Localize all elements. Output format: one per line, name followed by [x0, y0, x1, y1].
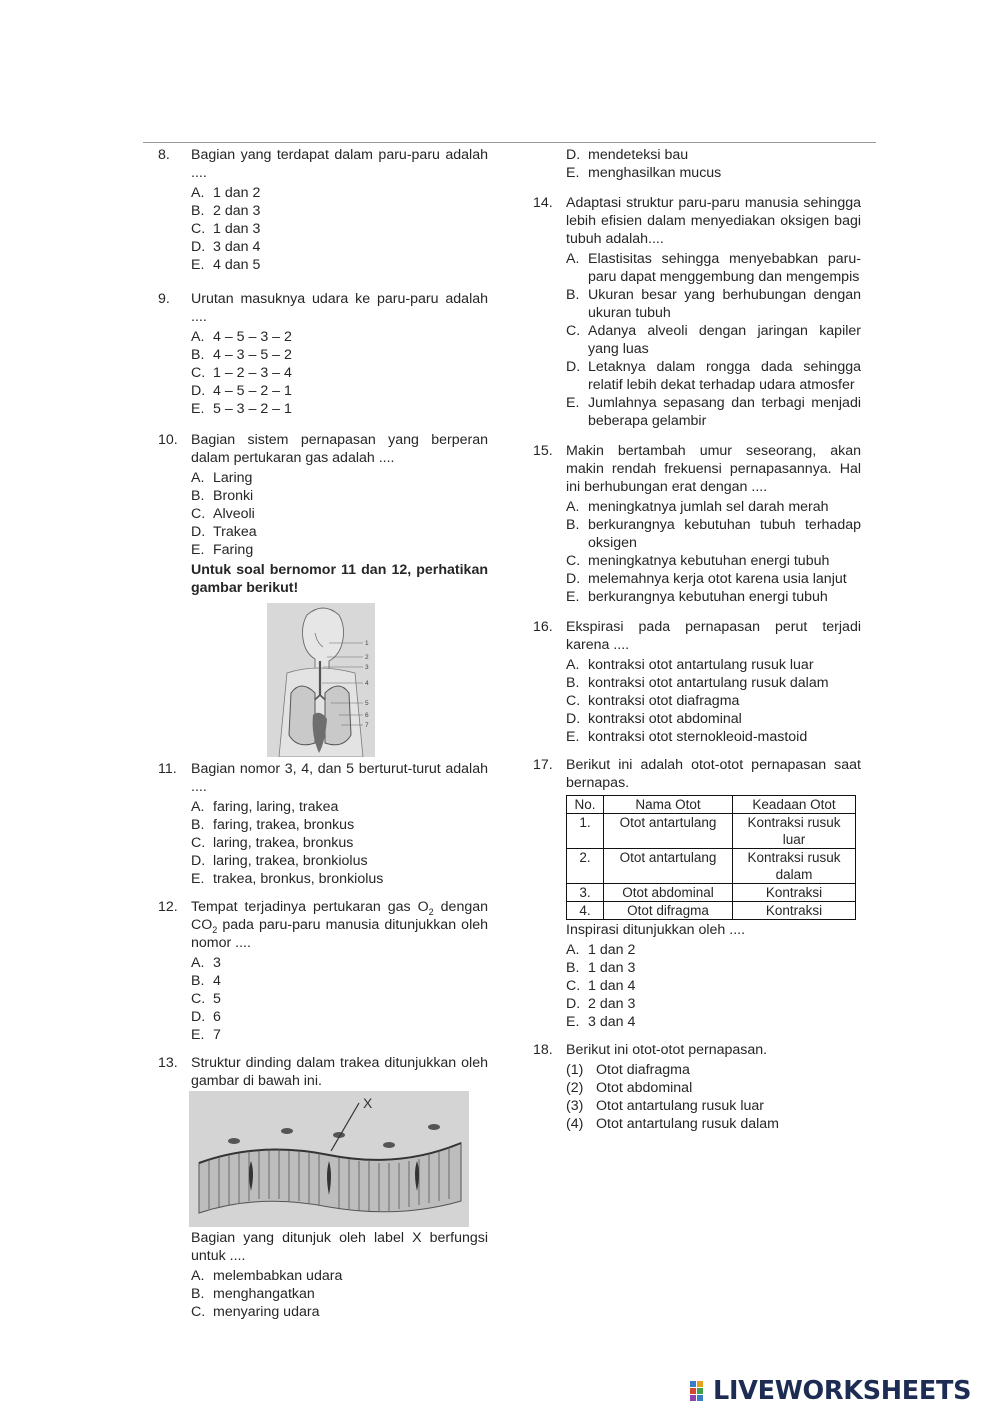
option-letter: C. [566, 693, 581, 709]
option-text: Otot diafragma [596, 1062, 690, 1078]
option-text: 5 – 3 – 2 – 1 [213, 401, 292, 417]
table-cell: Kontraksi [733, 884, 856, 902]
option-letter: A. [566, 657, 580, 673]
option-letter: C. [566, 323, 581, 339]
table-cell: 3. [567, 884, 604, 902]
question-stem: Ekspirasi pada pernapasan perut terjadi karena .... [566, 619, 861, 653]
question-stem: Tempat terjadinya pertukaran gas $O_2$ dengan $CO_2$ pada paru-paru manusia ditunjukkan oleh nomor .... [191, 899, 488, 951]
question-number: 11. [158, 761, 177, 777]
question-stem: Makin bertambah umur seseorang, akan makin rendah frekuensi pernapasannya. Hal ini berhubungan erat dengan .... [566, 443, 861, 495]
table-cell: Kontraksi [733, 902, 856, 920]
option-text: kontraksi otot abdominal [588, 711, 742, 727]
option-letter: E. [191, 542, 205, 558]
option-text: Bronki [213, 488, 254, 504]
option-text: berkurangnya kebutuhan energi tubuh [588, 589, 828, 605]
question-number: 9. [158, 291, 170, 307]
option-text: 5 [213, 991, 221, 1007]
answer-option [566, 250, 861, 286]
answer-option [191, 184, 488, 202]
option-text: laring, trakea, bronkiolus [213, 853, 368, 869]
question-stem: Adaptasi struktur paru-paru manusia sehingga lebih efisien dalam menyediakan oksigen bagi tubuh adalah.... [566, 195, 861, 247]
answer-option [566, 692, 861, 710]
option-text: menghasilkan mucus [588, 165, 722, 181]
option-text: Otot antartulang rusuk luar [596, 1098, 764, 1114]
option-list [191, 328, 488, 418]
table-cell: Kontraksi rusuk dalam [733, 849, 856, 884]
logo-icon [690, 1379, 710, 1403]
option-text: menyaring udara [213, 1304, 320, 1320]
option-text: 2 dan 3 [213, 203, 261, 219]
option-letter: C. [566, 978, 581, 994]
option-letter: A. [191, 329, 205, 345]
table-row [567, 814, 856, 849]
respiratory-system-figure [267, 603, 375, 757]
option-letter: C. [191, 221, 206, 237]
answer-option [191, 487, 488, 505]
answer-option [191, 364, 488, 382]
answer-option [566, 146, 861, 164]
table-cell: Otot difragma [604, 902, 733, 920]
option-text: melembabkan udara [213, 1268, 343, 1284]
question-12 [158, 898, 488, 1044]
answer-option [191, 990, 488, 1008]
option-text: Alveoli [213, 506, 255, 522]
question-number: 13. [158, 1055, 178, 1071]
figure-label: 7 [365, 722, 369, 729]
answer-option [191, 238, 488, 256]
question-10 [158, 431, 488, 757]
option-letter: D. [566, 359, 581, 375]
option-text: Jumlahnya sepasang dan terbagi menjadi beberapa gelambir [588, 395, 861, 429]
option-list [566, 941, 861, 1031]
option-letter: E. [566, 729, 580, 745]
option-text: Laring [213, 470, 253, 486]
option-letter: B. [566, 517, 580, 533]
option-letter: D. [566, 711, 581, 727]
answer-option [566, 995, 861, 1013]
option-text: Ukuran besar yang berhubungan dengan ukuran tubuh [588, 287, 861, 321]
option-text: Otot antartulang rusuk dalam [596, 1116, 779, 1132]
answer-option [191, 798, 488, 816]
option-text: trakea, bronkus, bronkiolus [213, 871, 384, 887]
option-letter: A. [191, 470, 205, 486]
right-column [533, 146, 861, 1133]
figure-label: 4 [365, 680, 369, 687]
liveworksheets-logo[interactable] [690, 1374, 971, 1408]
option-text: Letaknya dalam rongga dada sehingga relatif lebih dekat terhadap udara atmosfer [588, 359, 861, 393]
answer-option [566, 394, 861, 430]
answer-option [191, 505, 488, 523]
option-letter: E. [566, 1014, 580, 1030]
question-8 [158, 146, 488, 274]
answer-option [191, 1267, 488, 1285]
figure-label-group [365, 640, 369, 729]
option-letter: B. [191, 973, 205, 989]
option-letter: A. [191, 1268, 205, 1284]
answer-option [191, 1026, 488, 1044]
answer-option [566, 710, 861, 728]
option-letter: (1) [566, 1062, 584, 1078]
option-list [191, 184, 488, 274]
answer-option [566, 516, 861, 552]
answer-option [566, 728, 861, 746]
option-text: melemahnya kerja otot karena usia lanjut [588, 571, 847, 587]
option-text: 3 [213, 955, 221, 971]
option-letter: E. [191, 257, 205, 273]
answer-option [191, 972, 488, 990]
option-list [191, 954, 488, 1044]
question-stem: Berikut ini adalah otot-otot pernapasan saat bernapas. [566, 757, 861, 791]
table-cell: Kontraksi rusuk luar [733, 814, 856, 849]
option-letter: D. [191, 1009, 206, 1025]
option-text: 4 – 3 – 5 – 2 [213, 347, 292, 363]
question-number: 15. [533, 443, 553, 459]
answer-option [191, 523, 488, 541]
option-text: 4 dan 5 [213, 257, 261, 273]
option-text: 1 dan 2 [588, 942, 636, 958]
option-letter: A. [566, 251, 580, 267]
option-letter: A. [191, 955, 205, 971]
question-stem: Bagian nomor 3, 4, dan 5 berturut-turut adalah .... [191, 761, 488, 795]
table-body [567, 814, 856, 920]
answer-option [566, 941, 861, 959]
muscle-table [566, 795, 856, 920]
answer-option [566, 959, 861, 977]
option-text: 2 dan 3 [588, 996, 636, 1012]
option-text: 6 [213, 1009, 221, 1025]
option-letter: D. [191, 524, 206, 540]
question-number: 17. [533, 757, 553, 773]
option-letter: A. [191, 185, 205, 201]
answer-option [566, 570, 861, 588]
option-letter: A. [566, 499, 580, 515]
question-stem: Bagian sistem pernapasan yang berperan dalam pertukaran gas adalah .... [191, 432, 488, 466]
answer-option [191, 1285, 488, 1303]
option-letter: A. [191, 799, 205, 815]
option-text: 1 dan 2 [213, 185, 261, 201]
answer-option [566, 1079, 861, 1097]
brand-name: LIVEWORKSHEETS [713, 1376, 972, 1406]
option-letter: C. [566, 553, 581, 569]
option-letter: D. [566, 996, 581, 1012]
option-text: faring, laring, trakea [213, 799, 339, 815]
option-text: 4 [213, 973, 221, 989]
figure-label: 2 [365, 654, 369, 661]
answer-option [191, 834, 488, 852]
option-letter: E. [566, 589, 580, 605]
option-text: kontraksi otot antartulang rusuk luar [588, 657, 814, 673]
answer-option [566, 164, 861, 182]
option-text: 1 – 2 – 3 – 4 [213, 365, 292, 381]
option-text: meningkatnya jumlah sel darah merah [588, 499, 829, 515]
table-row [567, 902, 856, 920]
answer-option [191, 541, 488, 559]
answer-option [191, 202, 488, 220]
option-letter: C. [191, 365, 206, 381]
option-list [191, 1267, 488, 1321]
option-text: 3 dan 4 [213, 239, 261, 255]
option-text: laring, trakea, bronkus [213, 835, 354, 851]
answer-option [191, 256, 488, 274]
option-list [191, 469, 488, 559]
option-text: Otot abdominal [596, 1080, 693, 1096]
question-stem: Bagian yang terdapat dalam paru-paru adalah .... [191, 147, 488, 181]
question-number: 8. [158, 147, 170, 163]
option-letter: D. [566, 571, 581, 587]
figure-instruction: Untuk soal bernomor 11 dan 12, perhatikan gambar berikut! [191, 562, 488, 596]
answer-option [566, 977, 861, 995]
answer-option [566, 674, 861, 692]
question-13-continued [533, 146, 861, 182]
option-letter: B. [191, 347, 205, 363]
left-column [158, 146, 488, 1321]
header-rule [143, 142, 876, 143]
option-text: Elastisitas sehingga menyebabkan paru-paru dapat menggembung dan mengempis [588, 251, 861, 285]
option-text: Adanya alveoli dengan jaringan kapiler yang luas [588, 323, 861, 357]
option-list [566, 250, 861, 430]
option-letter: E. [566, 395, 580, 411]
option-letter: B. [191, 817, 205, 833]
respiratory-system-drawing [267, 603, 375, 757]
option-letter: D. [191, 853, 206, 869]
option-list [566, 146, 861, 182]
question-18 [533, 1041, 861, 1133]
option-letter: D. [566, 147, 581, 163]
answer-option [191, 852, 488, 870]
option-text: Faring [213, 542, 254, 558]
option-letter: C. [191, 991, 206, 1007]
question-stem: Struktur dinding dalam trakea ditunjukkan oleh gambar di bawah ini. [191, 1055, 488, 1089]
answer-option [191, 346, 488, 364]
option-letter: (2) [566, 1080, 584, 1096]
question-number: 18. [533, 1042, 553, 1058]
figure-label: 3 [365, 664, 369, 671]
question-stem: Berikut ini otot-otot pernapasan. [566, 1042, 768, 1058]
option-text: 4 – 5 – 2 – 1 [213, 383, 292, 399]
option-text: meningkatnya kebutuhan energi tubuh [588, 553, 830, 569]
table-cell: 1. [567, 814, 604, 849]
option-text: kontraksi otot diafragma [588, 693, 740, 709]
question-9 [158, 290, 488, 418]
option-letter: B. [191, 203, 205, 219]
question-number: 14. [533, 195, 553, 211]
option-letter: E. [191, 1027, 205, 1043]
option-letter: (4) [566, 1116, 584, 1132]
question-15 [533, 442, 861, 606]
option-letter: C. [191, 1304, 206, 1320]
option-letter: (3) [566, 1098, 584, 1114]
option-text: 1 dan 4 [588, 978, 636, 994]
question-number: 10. [158, 432, 178, 448]
answer-option [566, 1115, 861, 1133]
option-letter: A. [566, 942, 580, 958]
option-text: mendeteksi bau [588, 147, 689, 163]
question-16 [533, 618, 861, 746]
question-stem-2: Bagian yang ditunjuk oleh label X berfungsi untuk .... [191, 1230, 488, 1264]
question-number: 12. [158, 899, 178, 915]
answer-option [566, 588, 861, 606]
option-text: Trakea [213, 524, 257, 540]
table-header-row [567, 796, 856, 814]
answer-option [566, 656, 861, 674]
figure-label: 1 [365, 640, 369, 647]
option-letter: C. [191, 835, 206, 851]
figure-label-x: X [363, 1095, 373, 1111]
option-list [566, 656, 861, 746]
option-text: 4 – 5 – 3 – 2 [213, 329, 292, 345]
option-letter: B. [566, 287, 580, 303]
answer-option [566, 358, 861, 394]
table-header: No. [567, 796, 604, 814]
option-letter: B. [191, 1286, 205, 1302]
option-text: faring, trakea, bronkus [213, 817, 355, 833]
option-letter: D. [191, 383, 206, 399]
answer-option [566, 552, 861, 570]
option-text: 1 dan 3 [213, 221, 261, 237]
answer-option [191, 220, 488, 238]
answer-option [191, 816, 488, 834]
trachea-wall-figure [189, 1091, 469, 1227]
answer-option [566, 1061, 861, 1079]
option-text: berkurangnya kebutuhan tubuh terhadap oksigen [588, 517, 861, 551]
option-letter: E. [191, 871, 205, 887]
option-list [566, 1061, 861, 1133]
answer-option [566, 1097, 861, 1115]
answer-option [191, 1303, 488, 1321]
question-14 [533, 194, 861, 430]
table-header: Keadaan Otot [733, 796, 856, 814]
table-cell: Otot antartulang [604, 814, 733, 849]
figure-label: 5 [365, 700, 369, 707]
question-13 [158, 1054, 488, 1321]
table-header: Nama Otot [604, 796, 733, 814]
table-row [567, 849, 856, 884]
table-cell: Otot antartulang [604, 849, 733, 884]
answer-option [191, 469, 488, 487]
question-stem: Urutan masuknya udara ke paru-paru adalah .... [191, 291, 488, 325]
answer-option [566, 498, 861, 516]
answer-option [191, 870, 488, 888]
answer-option [191, 400, 488, 418]
option-text: 1 dan 3 [588, 960, 636, 976]
option-letter: D. [191, 239, 206, 255]
question-17 [533, 756, 861, 1031]
option-list [191, 798, 488, 888]
option-text: kontraksi otot sternokleoid-mastoid [588, 729, 808, 745]
option-list [566, 498, 861, 606]
answer-option [191, 954, 488, 972]
table-cell: 4. [567, 902, 604, 920]
answer-option [191, 382, 488, 400]
question-number: 16. [533, 619, 553, 635]
figure-label: 6 [365, 712, 369, 719]
option-letter: B. [191, 488, 205, 504]
trachea-wall-drawing [189, 1091, 469, 1227]
table-row [567, 884, 856, 902]
option-letter: C. [191, 506, 206, 522]
option-letter: E. [191, 401, 205, 417]
option-letter: E. [566, 165, 580, 181]
option-text: kontraksi otot antartulang rusuk dalam [588, 675, 829, 691]
option-text: 3 dan 4 [588, 1014, 636, 1030]
answer-option [566, 286, 861, 322]
option-letter: B. [566, 960, 580, 976]
option-text: menghangatkan [213, 1286, 315, 1302]
option-letter: B. [566, 675, 580, 691]
question-11 [158, 760, 488, 888]
table-cell: 2. [567, 849, 604, 884]
answer-option [191, 1008, 488, 1026]
question-stem-2: Inspirasi ditunjukkan oleh .... [566, 922, 746, 938]
answer-option [566, 322, 861, 358]
table-cell: Otot abdominal [604, 884, 733, 902]
option-text: 7 [213, 1027, 221, 1043]
answer-option [191, 328, 488, 346]
answer-option [566, 1013, 861, 1031]
